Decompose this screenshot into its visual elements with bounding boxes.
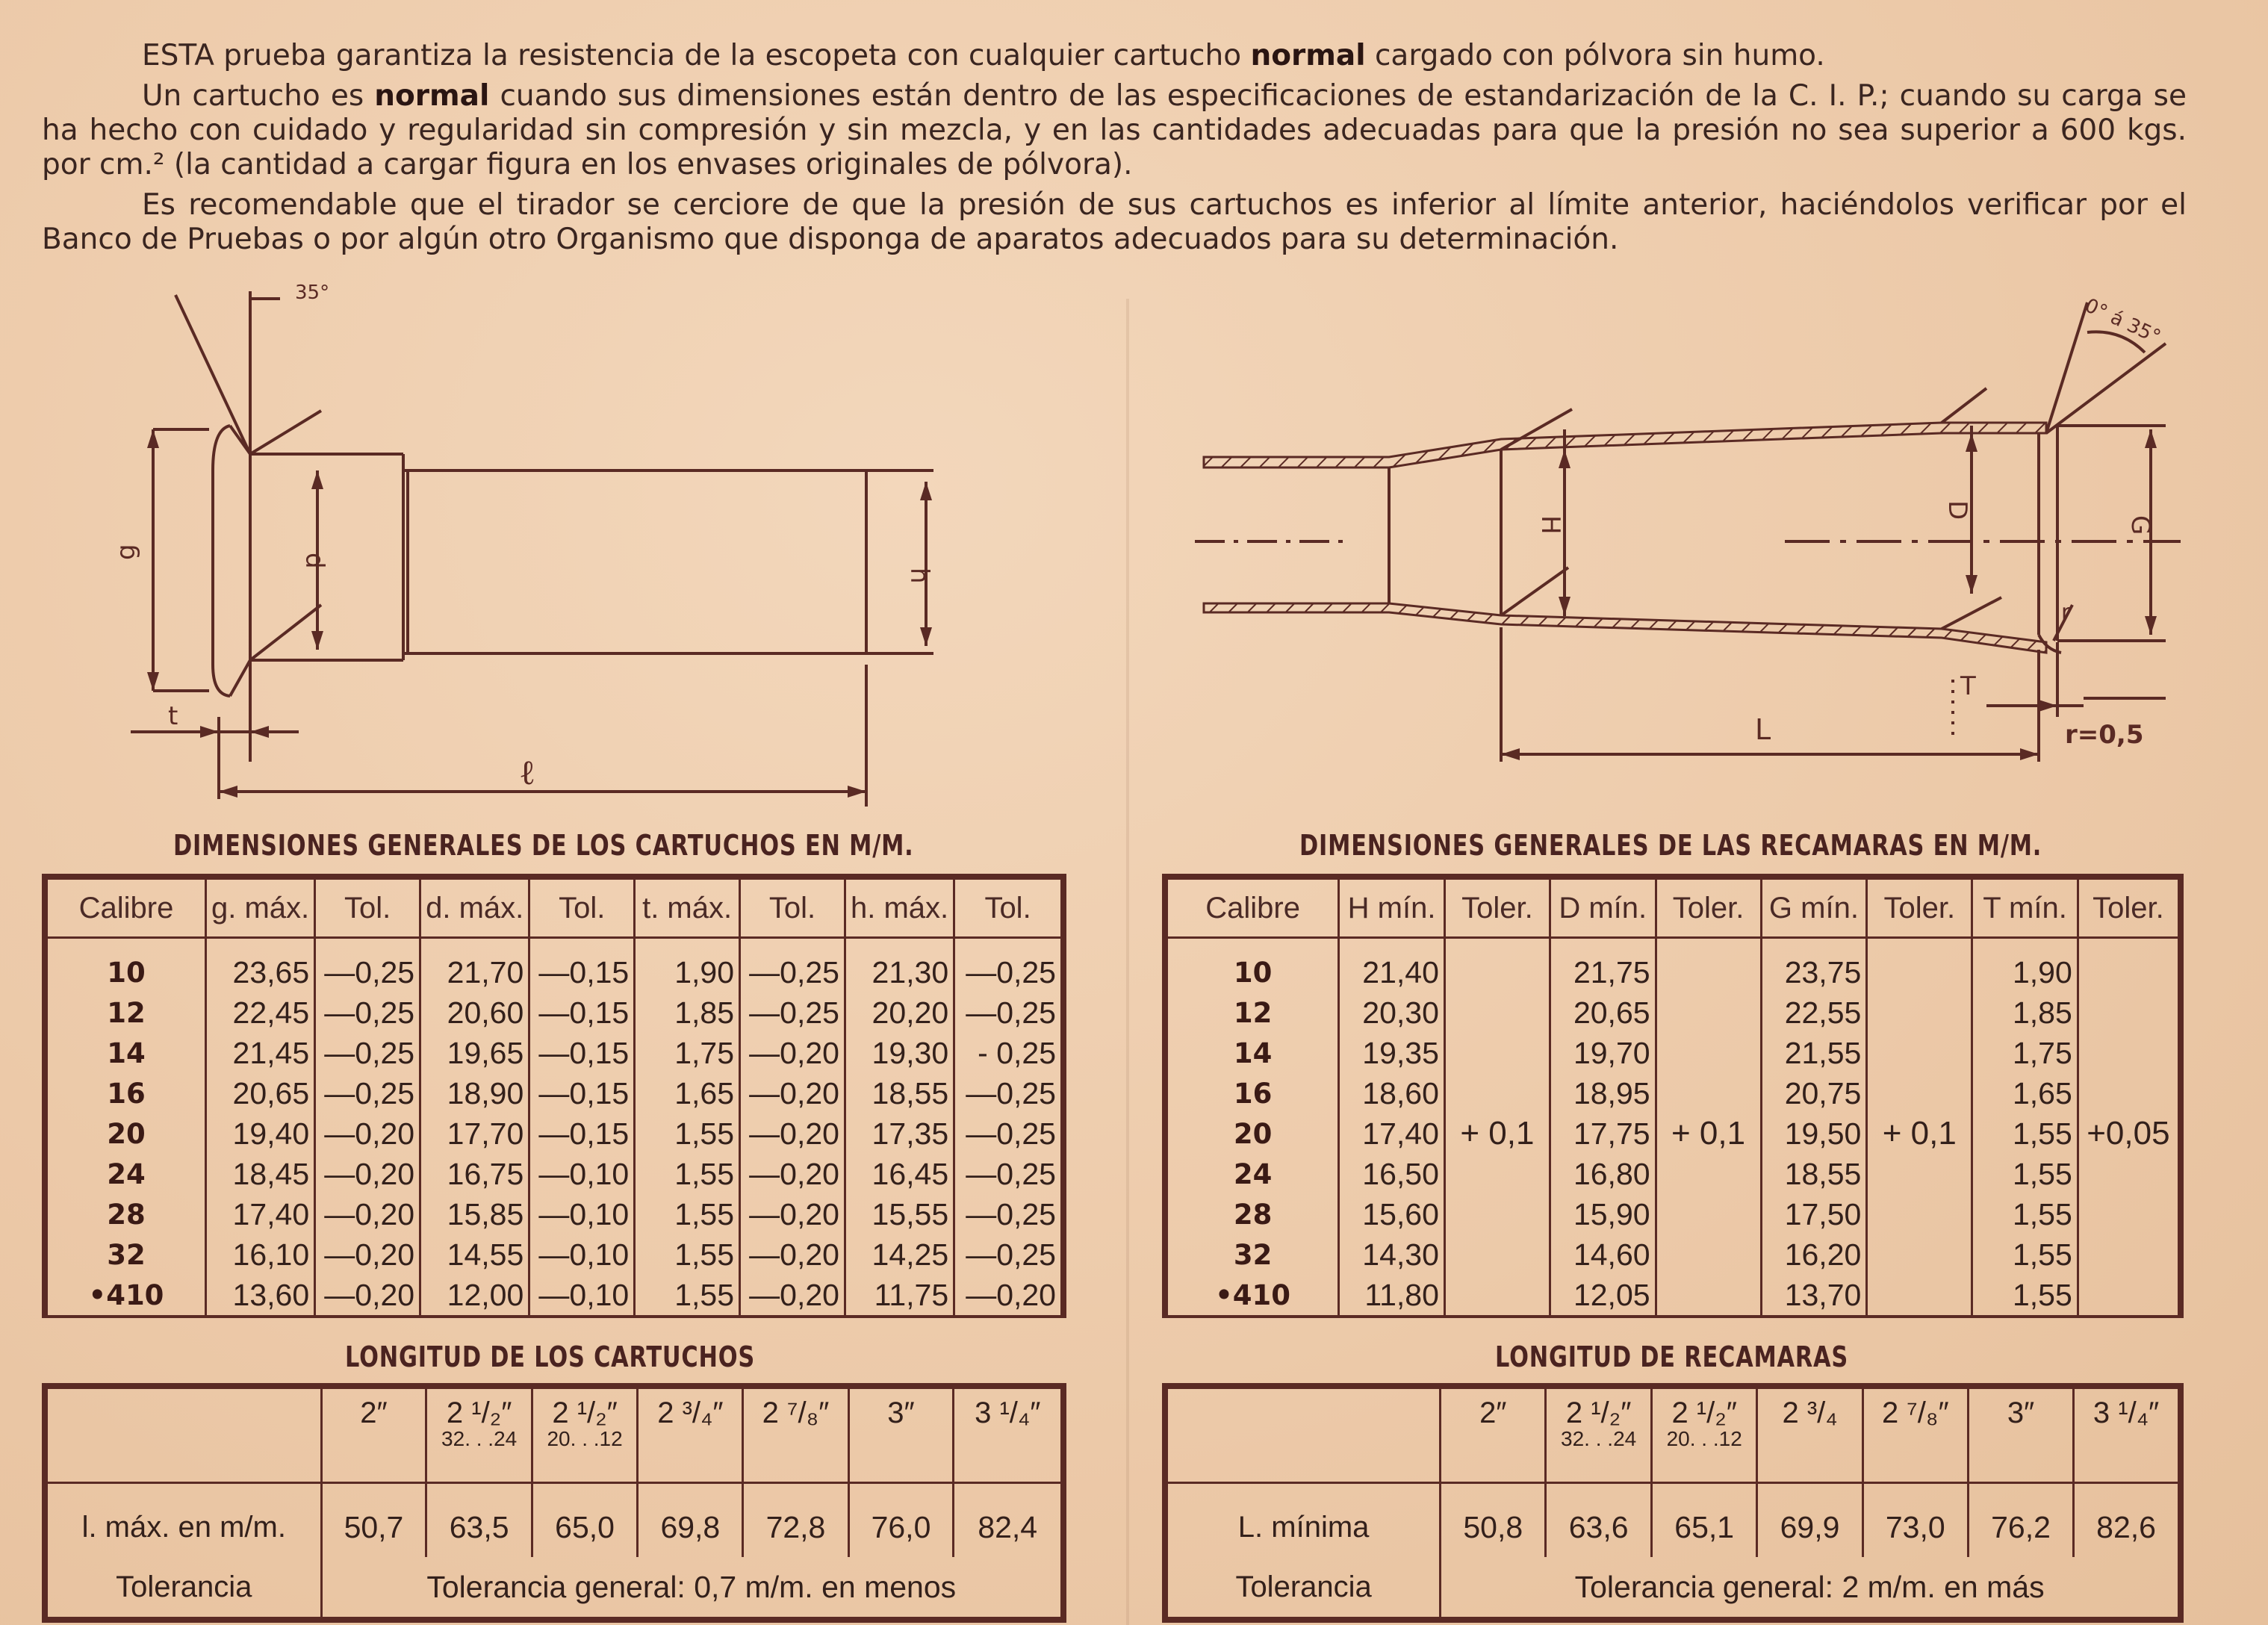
value-cell: —0,10 [529, 1194, 635, 1234]
value-cell: 15,90 [1550, 1194, 1656, 1234]
value-cell: 23,75 [1761, 938, 1867, 993]
recamaras-header-row [1165, 877, 2181, 938]
col-header: Toler. [1867, 877, 1972, 938]
value-cell: 19,70 [1550, 1033, 1656, 1073]
col-header: Tol. [954, 877, 1063, 938]
col-header: Toler. [2078, 877, 2181, 938]
calibre-cell: 10 [1165, 938, 1339, 993]
length-value: 72,8 [743, 1483, 848, 1558]
empty-header [1165, 1386, 1441, 1483]
value-cell: 17,40 [205, 1194, 314, 1234]
size-header [321, 1386, 426, 1483]
value-cell: —0,15 [529, 992, 635, 1033]
value-cell: —0,20 [740, 1113, 845, 1154]
cartuchos-table [42, 874, 1066, 1318]
rec-T-label: T [1960, 671, 1976, 701]
value-cell: —0,20 [315, 1194, 420, 1234]
rec-L-label: L [1755, 713, 1771, 746]
length-value: 50,8 [1441, 1483, 1546, 1558]
tolerance-row [45, 1557, 1063, 1620]
size-header [1968, 1386, 2073, 1483]
value-cell: 1,55 [1972, 1234, 2078, 1275]
value-cell: 18,90 [420, 1073, 529, 1113]
value-cell: —0,10 [529, 1275, 635, 1317]
recamaras-title: DIMENSIONES GENERALES DE LAS RECAMARAS EN M/M. [1299, 829, 2042, 862]
value-cell: —0,25 [954, 938, 1063, 993]
tolerance-label: Tolerancia [45, 1557, 321, 1620]
long-cartuchos-table [42, 1383, 1066, 1623]
value-cell: —0,25 [954, 1194, 1063, 1234]
empty-header [45, 1386, 321, 1483]
row-label: L. mínima [1165, 1483, 1441, 1558]
value-cell: 1,75 [635, 1033, 740, 1073]
value-cell: 19,40 [205, 1113, 314, 1154]
tolerance-row [1165, 1557, 2181, 1620]
col-header: g. máx. [205, 877, 314, 938]
size-main: 2″ [360, 1396, 388, 1429]
value-cell: 21,75 [1550, 938, 1656, 993]
calibre-cell: 16 [1165, 1073, 1339, 1113]
value-cell: 15,85 [420, 1194, 529, 1234]
calibre-cell: 20 [1165, 1113, 1339, 1154]
value-cell: —0,25 [315, 992, 420, 1033]
value-cell: 1,55 [635, 1234, 740, 1275]
value-cell: —0,20 [315, 1234, 420, 1275]
tolerance-cell: +0,05 [2078, 938, 2181, 1317]
cart-l-label: ℓ [519, 752, 536, 792]
value-cell: —0,25 [315, 1033, 420, 1073]
rec-G-label: G [2125, 515, 2155, 535]
length-value: 65,1 [1651, 1483, 1757, 1558]
value-cell: —0,20 [315, 1154, 420, 1194]
value-cell: 20,65 [205, 1073, 314, 1113]
value-cell: 21,45 [205, 1033, 314, 1073]
value-cell: 18,45 [205, 1154, 314, 1194]
calibre-cell: 28 [45, 1194, 205, 1234]
value-cell: 21,40 [1339, 938, 1445, 993]
value-cell: 12,00 [420, 1275, 529, 1317]
size-main: 2 ¹/₂″ [552, 1396, 618, 1429]
value-cell: 21,70 [420, 938, 529, 993]
value-cell: 14,30 [1339, 1234, 1445, 1275]
cart-g-label: g [111, 544, 141, 560]
col-header: Tol. [529, 877, 635, 938]
row-label: l. máx. en m/m. [45, 1483, 321, 1558]
col-header: t. máx. [635, 877, 740, 938]
value-cell: 14,55 [420, 1234, 529, 1275]
value-cell: 19,65 [420, 1033, 529, 1073]
value-cell: 17,75 [1550, 1113, 1656, 1154]
size-main: 2 ⁷/₈″ [1881, 1396, 1949, 1429]
size-header [1441, 1386, 1546, 1483]
value-cell: 1,55 [1972, 1194, 2078, 1234]
value-cell: 21,55 [1761, 1033, 1867, 1073]
cartuchos-row [45, 938, 1063, 993]
value-cell: —0,20 [740, 1234, 845, 1275]
tolerance-cell: + 0,1 [1444, 938, 1550, 1317]
cartuchos-row [45, 992, 1063, 1033]
value-cell: 16,10 [205, 1234, 314, 1275]
tolerance-cell: + 0,1 [1867, 938, 1972, 1317]
calibre-cell: 32 [1165, 1234, 1339, 1275]
cart-d-label: d [299, 553, 329, 569]
size-main: 2 ¹/₂″ [1671, 1396, 1737, 1429]
value-cell: 1,90 [635, 938, 740, 993]
col-header: Toler. [1444, 877, 1550, 938]
value-cell: —0,25 [954, 1113, 1063, 1154]
long-recamaras-title: LONGITUD DE RECAMARAS [1495, 1340, 1849, 1373]
value-cell: 1,85 [1972, 992, 2078, 1033]
calibre-cell: 32 [45, 1234, 205, 1275]
size-main: 2 ¹/₂″ [1565, 1396, 1632, 1429]
cart-t-label: t [168, 701, 178, 731]
calibre-cell: 24 [45, 1154, 205, 1194]
intro-text [42, 39, 2187, 263]
size-main: 3 ¹/₄″ [2093, 1396, 2160, 1429]
size-header [532, 1386, 637, 1483]
col-header: Calibre [45, 877, 205, 938]
cartuchos-header-row [45, 877, 1063, 938]
size-sub: 20. . .12 [547, 1427, 623, 1450]
value-cell: 19,35 [1339, 1033, 1445, 1073]
calibre-cell: 28 [1165, 1194, 1339, 1234]
value-cell: —0,15 [529, 938, 635, 993]
cart-angle-label: 35° [295, 282, 330, 304]
value-cell: —0,20 [740, 1194, 845, 1234]
value-cell: —0,25 [954, 1154, 1063, 1194]
value-cell: 1,65 [635, 1073, 740, 1113]
value-cell: 21,30 [845, 938, 954, 993]
size-main: 2 ¹/₂″ [446, 1396, 512, 1429]
calibre-cell: 12 [45, 992, 205, 1033]
length-value: 82,4 [954, 1483, 1063, 1558]
value-cell: —0,25 [954, 1073, 1063, 1113]
value-cell: 1,55 [1972, 1275, 2078, 1317]
size-header [743, 1386, 848, 1483]
value-cell: 19,50 [1761, 1113, 1867, 1154]
col-header: T mín. [1972, 877, 2078, 938]
value-cell: —0,10 [529, 1154, 635, 1194]
calibre-cell: 16 [45, 1073, 205, 1113]
value-cell: 17,70 [420, 1113, 529, 1154]
value-cell: —0,25 [740, 938, 845, 993]
calibre-cell: 14 [45, 1033, 205, 1073]
value-cell: —0,20 [315, 1113, 420, 1154]
col-header: Calibre [1165, 877, 1339, 938]
cartuchos-row [45, 1033, 1063, 1073]
col-header: H mín. [1339, 877, 1445, 938]
value-cell: 18,60 [1339, 1073, 1445, 1113]
size-header [1651, 1386, 1757, 1483]
length-value: 69,8 [638, 1483, 743, 1558]
col-header: d. máx. [420, 877, 529, 938]
cartuchos-row [45, 1234, 1063, 1275]
size-main: 3 ¹/₄″ [975, 1396, 1041, 1429]
tolerance-label: Tolerancia [1165, 1557, 1441, 1620]
value-cell: 23,65 [205, 938, 314, 993]
value-cell: —0,20 [315, 1275, 420, 1317]
intro-paragraph-3: Es recomendable que el tirador se cerciore de que la presión de sus cartuchos es inferior al límite anterior, haciéndolos verificar por el Banco de Pruebas o por algún otro Organismo que disponga de aparatos adecuados para su determinación. [42, 188, 2187, 256]
calibre-cell: 14 [1165, 1033, 1339, 1073]
value-cell: 1,65 [1972, 1073, 2078, 1113]
rec-r-label: r [2061, 600, 2071, 626]
value-cell: —0,20 [740, 1275, 845, 1317]
value-cell: —0,25 [954, 992, 1063, 1033]
value-cell: 14,25 [845, 1234, 954, 1275]
value-cell: 17,40 [1339, 1113, 1445, 1154]
long-recamaras-table [1162, 1383, 2184, 1623]
value-cell: 20,75 [1761, 1073, 1867, 1113]
paper-fold [1126, 299, 1129, 1625]
length-value: 50,7 [321, 1483, 426, 1558]
size-main: 2 ⁷/₈″ [762, 1396, 830, 1429]
value-cell: 1,55 [635, 1113, 740, 1154]
tolerance-cell: + 0,1 [1656, 938, 1761, 1317]
value-cell: 1,85 [635, 992, 740, 1033]
value-cell: 1,55 [635, 1194, 740, 1234]
long-cartuchos-title: LONGITUD DE LOS CARTUCHOS [345, 1340, 756, 1373]
value-cell: —0,20 [954, 1275, 1063, 1317]
calibre-cell: •410 [1165, 1275, 1339, 1317]
cartridge-diagram [111, 276, 971, 814]
length-value: 73,0 [1862, 1483, 1968, 1558]
length-value: 76,0 [848, 1483, 954, 1558]
value-cell: 13,60 [205, 1275, 314, 1317]
value-cell: —0,15 [529, 1033, 635, 1073]
size-header [638, 1386, 743, 1483]
length-value: 76,2 [1968, 1483, 2073, 1558]
col-header: D mín. [1550, 877, 1656, 938]
calibre-cell: 20 [45, 1113, 205, 1154]
value-cell: 16,45 [845, 1154, 954, 1194]
value-cell: 1,55 [1972, 1154, 2078, 1194]
recamaras-table [1162, 874, 2184, 1318]
cartuchos-row [45, 1154, 1063, 1194]
value-cell: 1,75 [1972, 1033, 2078, 1073]
value-cell: 18,95 [1550, 1073, 1656, 1113]
value-cell: —0,25 [740, 992, 845, 1033]
value-cell: —0,15 [529, 1113, 635, 1154]
value-cell: 20,60 [420, 992, 529, 1033]
tolerance-text: Tolerancia general: 0,7 m/m. en menos [321, 1557, 1063, 1620]
value-cell: 1,55 [635, 1275, 740, 1317]
col-header: Toler. [1656, 877, 1761, 938]
intro-paragraph-2: Un cartucho es normal cuando sus dimensiones están dentro de las especificaciones de estandarización de la C. I. P.; cuando su carga se ha hecho con cuidado y regularidad sin compresión y sin mezcla, y en las cantidades adecuadas para que la presión no sea superior a 600 kgs. por cm.² (la cantidad a cargar figura en los envases originales de pólvora). [42, 79, 2187, 181]
col-header: Tol. [315, 877, 420, 938]
cartuchos-row [45, 1275, 1063, 1317]
tolerance-text: Tolerancia general: 2 m/m. en más [1441, 1557, 2181, 1620]
value-cell: 13,70 [1761, 1275, 1867, 1317]
value-cell: 1,90 [1972, 938, 2078, 993]
length-value: 65,0 [532, 1483, 637, 1558]
cartuchos-row [45, 1113, 1063, 1154]
value-cell: - 0,25 [954, 1033, 1063, 1073]
value-cell: 22,45 [205, 992, 314, 1033]
length-value: 69,9 [1757, 1483, 1862, 1558]
rec-r-value: r=0,5 [2065, 720, 2144, 750]
size-main: 2″ [1479, 1396, 1507, 1429]
size-header [848, 1386, 954, 1483]
value-cell: 16,75 [420, 1154, 529, 1194]
col-header: G mín. [1761, 877, 1867, 938]
calibre-cell: •410 [45, 1275, 205, 1317]
chamber-diagram [1195, 284, 2188, 762]
value-cell: —0,15 [529, 1073, 635, 1113]
col-header: h. máx. [845, 877, 954, 938]
value-cell: —0,10 [529, 1234, 635, 1275]
value-cell: 17,35 [845, 1113, 954, 1154]
value-cell: 15,55 [845, 1194, 954, 1234]
length-values-row [1165, 1483, 2181, 1558]
size-main: 2 ³/₄ [1782, 1396, 1838, 1429]
value-cell: 20,20 [845, 992, 954, 1033]
value-cell: —0,25 [315, 938, 420, 993]
size-main: 2 ³/₄″ [657, 1396, 724, 1429]
cartuchos-title: DIMENSIONES GENERALES DE LOS CARTUCHOS EN M/M. [173, 829, 914, 862]
value-cell: —0,25 [315, 1073, 420, 1113]
value-cell: 12,05 [1550, 1275, 1656, 1317]
size-header [1757, 1386, 1862, 1483]
cartuchos-row [45, 1073, 1063, 1113]
value-cell: 17,50 [1761, 1194, 1867, 1234]
long-cartuchos-header-row [45, 1386, 1063, 1483]
value-cell: 20,65 [1550, 992, 1656, 1033]
calibre-cell: 12 [1165, 992, 1339, 1033]
cartuchos-row [45, 1194, 1063, 1234]
value-cell: —0,20 [740, 1154, 845, 1194]
size-header [2074, 1386, 2181, 1483]
size-sub: 20. . .12 [1666, 1427, 1742, 1450]
calibre-cell: 10 [45, 938, 205, 993]
value-cell: 14,60 [1550, 1234, 1656, 1275]
value-cell: 19,30 [845, 1033, 954, 1073]
cart-h-label: h [904, 568, 934, 584]
size-header [1546, 1386, 1652, 1483]
long-recamaras-header-row [1165, 1386, 2181, 1483]
recamaras-row [1165, 938, 2181, 993]
value-cell: 20,30 [1339, 992, 1445, 1033]
value-cell: 16,50 [1339, 1154, 1445, 1194]
value-cell: 18,55 [845, 1073, 954, 1113]
value-cell: 1,55 [635, 1154, 740, 1194]
value-cell: 22,55 [1761, 992, 1867, 1033]
length-value: 63,6 [1546, 1483, 1652, 1558]
value-cell: 16,80 [1550, 1154, 1656, 1194]
rec-D-label: D [1942, 500, 1972, 521]
length-values-row [45, 1483, 1063, 1558]
size-main: 3″ [2007, 1396, 2035, 1429]
rec-angle-label: 0° á 35° [2081, 294, 2164, 349]
calibre-cell: 24 [1165, 1154, 1339, 1194]
value-cell: —0,20 [740, 1073, 845, 1113]
value-cell: 18,55 [1761, 1154, 1867, 1194]
size-header [1862, 1386, 1968, 1483]
value-cell: 11,75 [845, 1275, 954, 1317]
length-value: 63,5 [426, 1483, 532, 1558]
rec-H-label: H [1535, 515, 1565, 535]
value-cell: 1,55 [1972, 1113, 2078, 1154]
size-sub: 32. . .24 [441, 1427, 518, 1450]
value-cell: 15,60 [1339, 1194, 1445, 1234]
value-cell: 11,80 [1339, 1275, 1445, 1317]
intro-paragraph-1: ESTA prueba garantiza la resistencia de la escopeta con cualquier cartucho normal cargado con pólvora sin humo. [142, 39, 1825, 72]
col-header: Tol. [740, 877, 845, 938]
size-header [954, 1386, 1063, 1483]
length-value: 82,6 [2074, 1483, 2181, 1558]
size-header [426, 1386, 532, 1483]
value-cell: —0,20 [740, 1033, 845, 1073]
value-cell: 16,20 [1761, 1234, 1867, 1275]
value-cell: —0,25 [954, 1234, 1063, 1275]
size-main: 3″ [887, 1396, 915, 1429]
size-sub: 32. . .24 [1561, 1427, 1637, 1450]
